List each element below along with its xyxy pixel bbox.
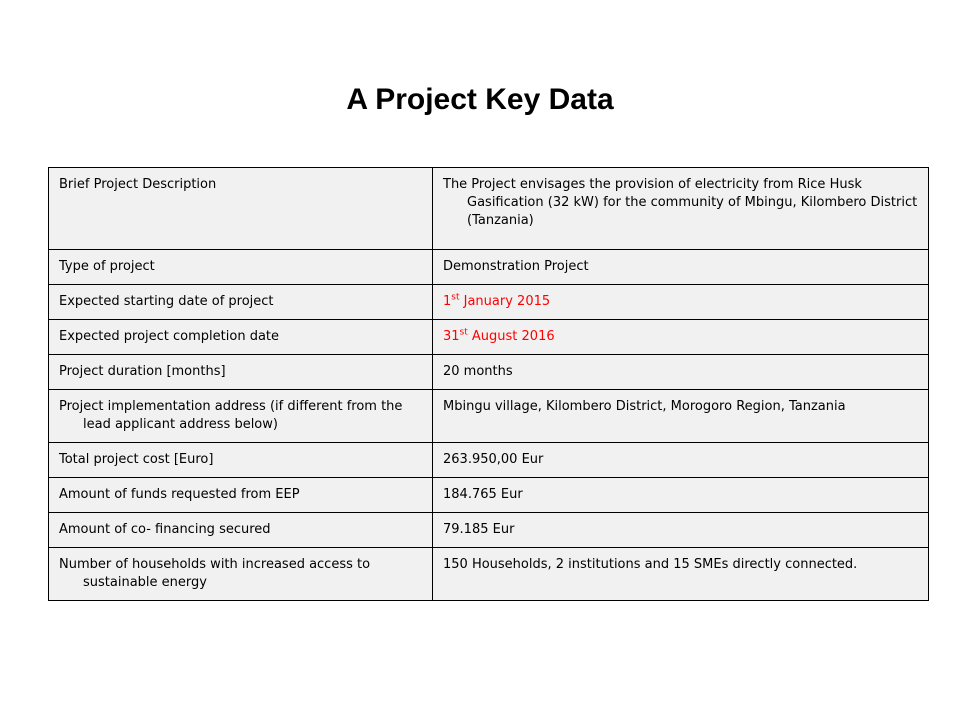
row-label: Amount of co- financing secured: [49, 513, 433, 548]
row-label: Expected starting date of project: [49, 285, 433, 320]
project-key-data-table: [48, 167, 929, 601]
row-label: Brief Project Description: [49, 168, 433, 250]
row-label: Number of households with increased access to sustainable energy: [49, 548, 433, 601]
table-row: [49, 355, 929, 390]
page-title: A Project Key Data: [346, 83, 614, 116]
table-row: [49, 250, 929, 285]
table-row: [49, 513, 929, 548]
row-value: 263.950,00 Eur: [433, 443, 929, 478]
row-label: Project implementation address (if different from the lead applicant address below): [49, 390, 433, 443]
row-value: 31st August 2016: [433, 320, 929, 355]
row-value: Demonstration Project: [433, 250, 929, 285]
row-label: Expected project completion date: [49, 320, 433, 355]
row-label: Type of project: [49, 250, 433, 285]
row-value: 184.765 Eur: [433, 478, 929, 513]
table-row: [49, 168, 929, 250]
table-row: [49, 320, 929, 355]
row-label: Project duration [months]: [49, 355, 433, 390]
table-row: [49, 390, 929, 443]
table-row: [49, 548, 929, 601]
row-value: 79.185 Eur: [433, 513, 929, 548]
row-value: 150 Households, 2 institutions and 15 SMEs directly connected.: [433, 548, 929, 601]
row-value: The Project envisages the provision of electricity from Rice Husk Gasification (32 kW) for the community of Mbingu, Kilombero District (Tanzania): [433, 168, 929, 250]
row-label: Total project cost [Euro]: [49, 443, 433, 478]
row-value: 1st January 2015: [433, 285, 929, 320]
row-value: Mbingu village, Kilombero District, Morogoro Region, Tanzania: [433, 390, 929, 443]
row-value: 20 months: [433, 355, 929, 390]
row-label: Amount of funds requested from EEP: [49, 478, 433, 513]
table-row: [49, 443, 929, 478]
table-row: [49, 478, 929, 513]
table-row: [49, 285, 929, 320]
